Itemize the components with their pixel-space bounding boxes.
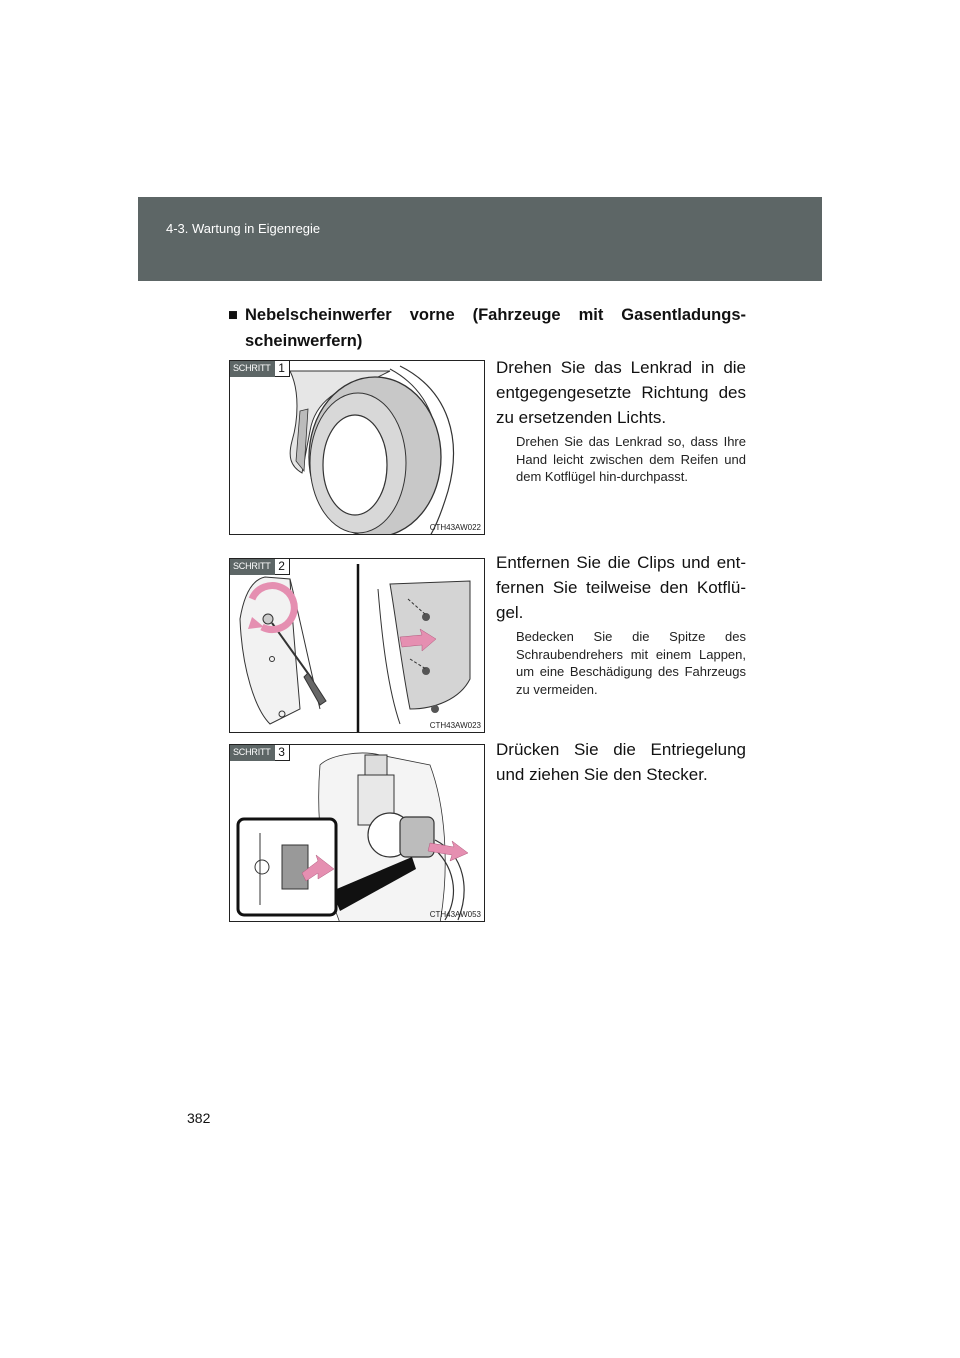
- tire-illustration: [230, 361, 485, 535]
- step-1-note: Drehen Sie das Lenkrad so, dass Ihre Hand leicht zwischen dem Reifen und dem Kotflügel hin-durchpasst.: [516, 434, 746, 484]
- step-badge: [229, 744, 290, 761]
- step-2-instruction: Entfernen Sie die Clips und ent-fernen Sie teilweise den Kotflü-gel.: [496, 553, 746, 622]
- figure-code: CTH43AW053: [429, 910, 481, 919]
- step-3-instruction: Drücken Sie die Entriegelung und ziehen Sie den Stecker.: [496, 740, 746, 784]
- step-number: 1: [275, 360, 290, 377]
- step-2-figure: [229, 558, 485, 733]
- chapter-header: [138, 197, 822, 281]
- section-heading: [228, 302, 746, 354]
- step-label: SCHRITT: [229, 360, 275, 377]
- page-number: 382: [187, 1110, 211, 1126]
- step-3-figure: [229, 744, 485, 922]
- step-badge: [229, 558, 290, 575]
- step-1-figure: [229, 360, 485, 535]
- step-badge: [229, 360, 290, 377]
- clip-removal-illustration: [230, 559, 485, 733]
- square-bullet-icon: ■: [228, 306, 238, 324]
- step-number: 2: [275, 558, 290, 575]
- step-1-instruction: Drehen Sie das Lenkrad in die entgegengesetzte Richtung des zu ersetzenden Lichts.: [496, 358, 746, 427]
- figure-code: CTH43AW022: [429, 523, 481, 532]
- heading-text: Nebelscheinwerfer vorne (Fahrzeuge mit Gasentladungs-scheinwerfern): [245, 306, 746, 350]
- step-number: 3: [275, 744, 290, 761]
- step-2-note: Bedecken Sie die Spitze des Schraubendrehers mit einem Lappen, um eine Beschädigung des Fahrzeugs zu vermeiden.: [516, 629, 746, 697]
- section-title: 4-3. Wartung in Eigenregie: [166, 221, 321, 236]
- connector-illustration: [230, 745, 485, 922]
- step-label: SCHRITT: [229, 558, 275, 575]
- step-label: SCHRITT: [229, 744, 275, 761]
- figure-code: CTH43AW023: [429, 721, 481, 730]
